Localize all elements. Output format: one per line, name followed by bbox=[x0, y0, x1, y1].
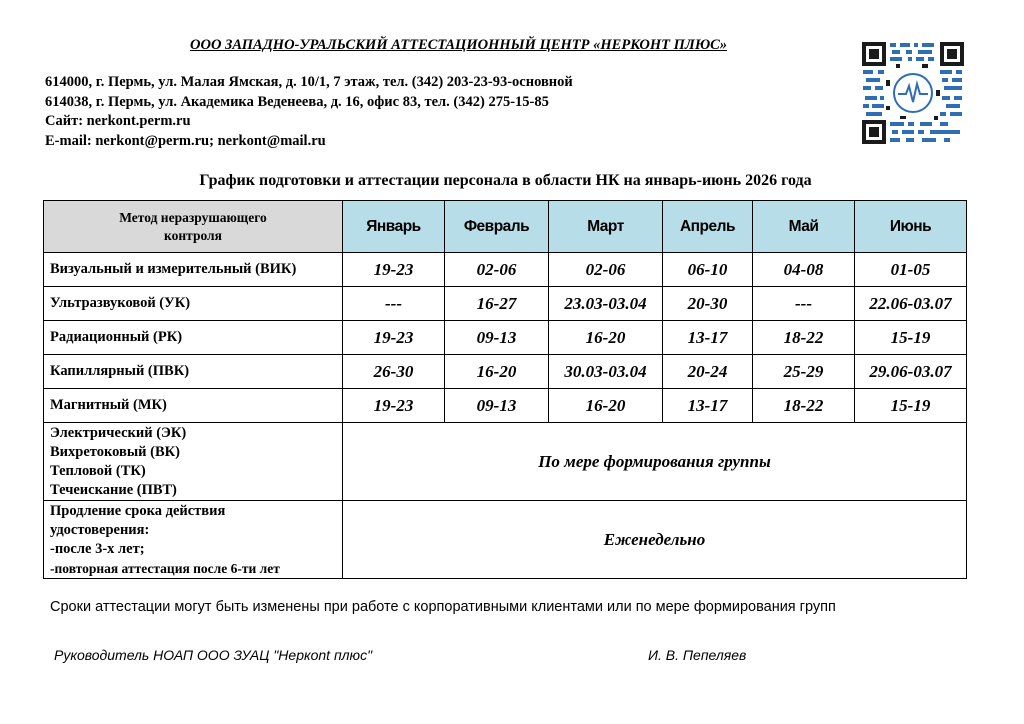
method-header-line-1: Метод неразрушающего bbox=[119, 209, 267, 225]
date-cell: 01-05 bbox=[855, 253, 967, 287]
table-row bbox=[44, 321, 967, 355]
date-cell: 30.03-03.04 bbox=[549, 355, 663, 389]
date-cell: 23.03-03.04 bbox=[549, 287, 663, 321]
signature-position: Руководитель НОАП ООО ЗУАЦ "Неркont плюс" bbox=[54, 647, 373, 663]
group-schedule-note: По мере формирования группы bbox=[343, 423, 967, 501]
schedule-table bbox=[43, 200, 967, 579]
table-row bbox=[44, 253, 967, 287]
month-header: Июнь bbox=[855, 201, 967, 253]
date-cell: 09-13 bbox=[445, 321, 549, 355]
website-line: Сайт: nerkont.perm.ru bbox=[45, 113, 191, 129]
footer-note: Сроки аттестации могут быть изменены при работе с корпоративными клиентами или по мере формирования групп bbox=[50, 599, 836, 615]
date-cell: 16-20 bbox=[549, 389, 663, 423]
date-cell: 02-06 bbox=[549, 253, 663, 287]
method-name: Магнитный (МК) bbox=[44, 389, 343, 423]
method-name: Капиллярный (ПВК) bbox=[44, 355, 343, 389]
method-header-line-2: контроля bbox=[164, 227, 222, 243]
method-name: Радиационный (РК) bbox=[44, 321, 343, 355]
month-header: Январь bbox=[343, 201, 445, 253]
extension-schedule-note: Еженедельно bbox=[343, 501, 967, 579]
date-cell: --- bbox=[343, 287, 445, 321]
date-cell: 15-19 bbox=[855, 389, 967, 423]
date-cell: 16-27 bbox=[445, 287, 549, 321]
month-header: Март bbox=[549, 201, 663, 253]
date-cell: 16-20 bbox=[445, 355, 549, 389]
date-cell: 15-19 bbox=[855, 321, 967, 355]
contact-block bbox=[45, 73, 573, 151]
date-cell: 09-13 bbox=[445, 389, 549, 423]
date-cell: 04-08 bbox=[753, 253, 855, 287]
date-cell: 29.06-03.07 bbox=[855, 355, 967, 389]
method-name: Тепловой (ТК) bbox=[50, 462, 146, 479]
table-row bbox=[44, 355, 967, 389]
month-header: Май bbox=[753, 201, 855, 253]
date-cell: 02-06 bbox=[445, 253, 549, 287]
email-line: E-mail: nerkont@perm.ru; nerkont@mail.ru bbox=[45, 132, 326, 149]
date-cell: 13-17 bbox=[663, 389, 753, 423]
date-cell: 18-22 bbox=[753, 321, 855, 355]
date-cell: 20-30 bbox=[663, 287, 753, 321]
method-name: Ультразвуковой (УК) bbox=[44, 287, 343, 321]
signature-name: И. В. Пепеляев bbox=[648, 647, 747, 663]
date-cell: 18-22 bbox=[753, 389, 855, 423]
method-name: Течеискание (ПВТ) bbox=[50, 481, 177, 498]
method-name: Вихретоковый (ВК) bbox=[50, 443, 180, 460]
date-cell: 19-23 bbox=[343, 321, 445, 355]
date-cell: 06-10 bbox=[663, 253, 753, 287]
extension-description bbox=[44, 501, 343, 579]
date-cell: 20-24 bbox=[663, 355, 753, 389]
date-cell: 25-29 bbox=[753, 355, 855, 389]
address-line-1: 614000, г. Пермь, ул. Малая Ямская, д. 10/1, 7 этаж, тел. (342) 203-23-93-основной bbox=[45, 74, 573, 90]
month-header: Февраль bbox=[445, 201, 549, 253]
schedule-title: График подготовки и аттестации персонала в области НК на январь-июнь 2026 года bbox=[199, 172, 812, 189]
extension-line: -после 3-х лет; bbox=[50, 540, 145, 557]
method-name: Электрический (ЭК) bbox=[50, 424, 187, 441]
extension-row bbox=[44, 501, 967, 579]
organization-title: ООО ЗАПАДНО-УРАЛЬСКИЙ АТТЕСТАЦИОННЫЙ ЦЕНТР «НЕРКОНТ ПЛЮС» bbox=[190, 37, 728, 53]
extension-line: -повторная аттестация после 6-ти лет bbox=[50, 560, 280, 576]
date-cell: 19-23 bbox=[343, 389, 445, 423]
table-row bbox=[44, 389, 967, 423]
date-cell: --- bbox=[753, 287, 855, 321]
table-header-row bbox=[44, 201, 967, 253]
extension-line: Продление срока действия bbox=[50, 502, 226, 519]
group-methods-row bbox=[44, 423, 967, 501]
extension-line: удостоверения: bbox=[50, 521, 150, 538]
date-cell: 13-17 bbox=[663, 321, 753, 355]
date-cell: 16-20 bbox=[549, 321, 663, 355]
method-column-header bbox=[44, 201, 343, 253]
qr-code-icon bbox=[860, 40, 966, 146]
method-name: Визуальный и измерительный (ВИК) bbox=[44, 253, 343, 287]
month-header: Апрель bbox=[663, 201, 753, 253]
date-cell: 22.06-03.07 bbox=[855, 287, 967, 321]
date-cell: 26-30 bbox=[343, 355, 445, 389]
date-cell: 19-23 bbox=[343, 253, 445, 287]
address-line-2: 614038, г. Пермь, ул. Академика Веденеева, д. 16, офис 83, тел. (342) 275-15-85 bbox=[45, 93, 549, 110]
group-methods-list bbox=[44, 423, 343, 501]
table-row bbox=[44, 287, 967, 321]
